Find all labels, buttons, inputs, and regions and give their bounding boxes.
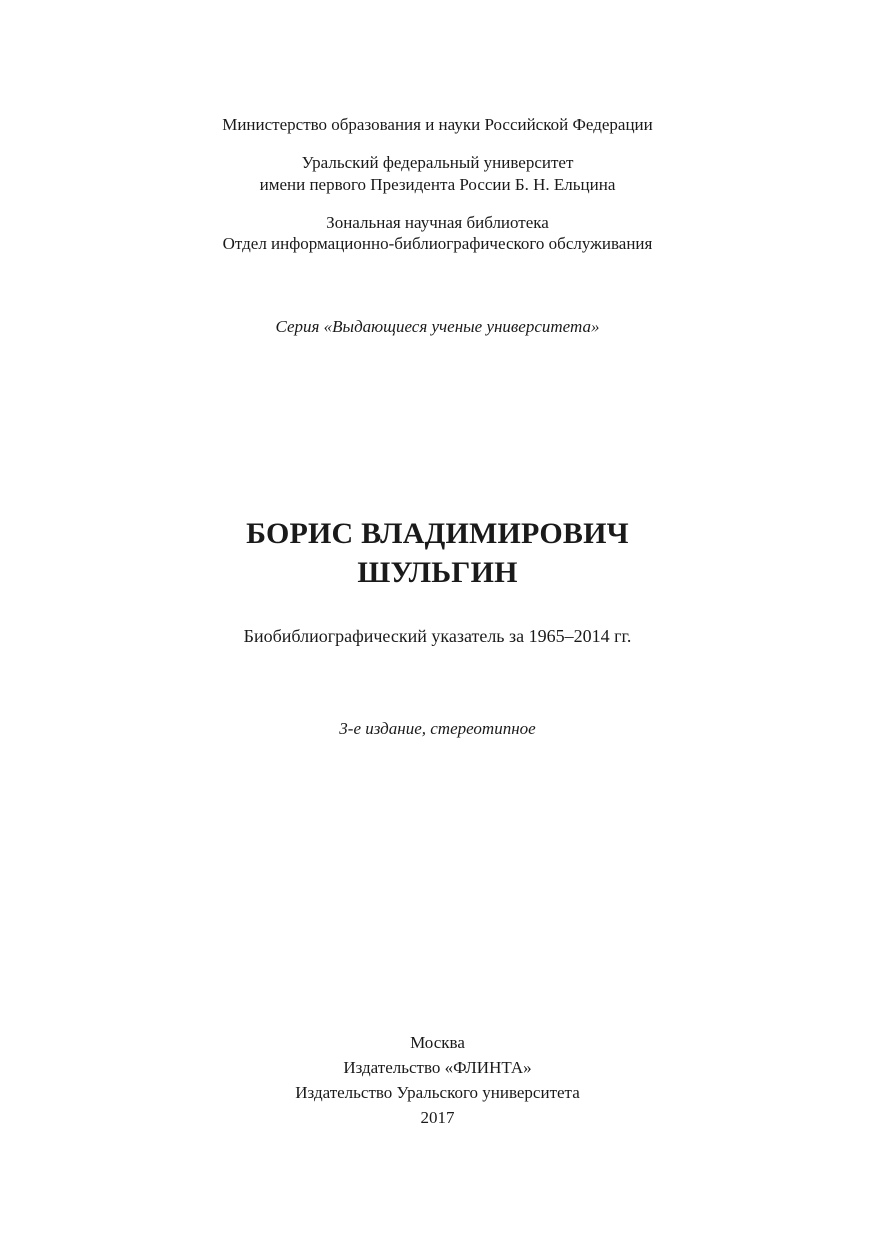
title-line-1: БОРИС ВЛАДИМИРОВИЧ <box>246 517 629 550</box>
series-line: Серия «Выдающиеся ученые университета» <box>275 317 600 336</box>
imprint-year: 2017 <box>420 1108 455 1127</box>
university-line-1: Уральский федеральный университет <box>301 153 574 172</box>
library-department-line: Отдел информационно-библиографического обслуживания <box>222 234 653 253</box>
university-line-2: имени первого Президента России Б. Н. Ельцина <box>259 175 616 194</box>
imprint-publisher-1: Издательство «ФЛИНТА» <box>343 1058 532 1077</box>
imprint-city: Москва <box>410 1033 465 1052</box>
imprint-publisher-2: Издательство Уральского университета <box>295 1083 580 1102</box>
library-line-1: Зональная научная библиотека <box>326 213 549 232</box>
subtitle-line: Биобиблиографический указатель за 1965–2014 гг. <box>243 626 632 646</box>
title-line-2: ШУЛЬГИН <box>357 556 518 589</box>
edition-line: 3-е издание, стереотипное <box>339 719 536 738</box>
ministry-line: Министерство образования и науки Российской Федерации <box>222 115 653 134</box>
